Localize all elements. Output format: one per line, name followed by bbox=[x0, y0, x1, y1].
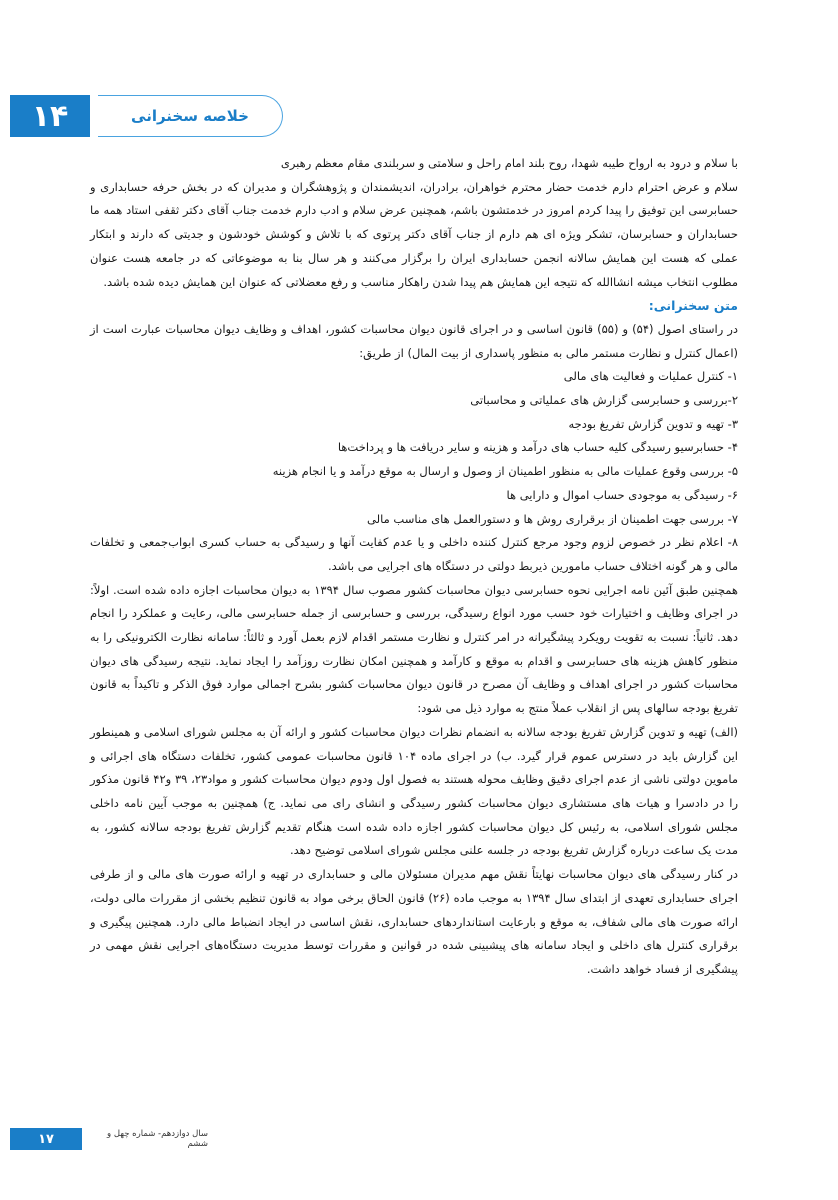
issue-info: سال دوازدهم- شماره چهل و ششم bbox=[107, 1129, 208, 1149]
list-item: ۸- اعلام نظر در خصوص لزوم وجود مرجع کنترل کننده داخلی و یا عدم کفایت آنها و رسیدگی به حساب کسری ابواب‌جمعی و تخلفات مالی و هر گونه اختلاف حساب مامورین ذیربط دولتی در دستگاه های اجرایی می باشد. bbox=[90, 535, 738, 573]
section-title-box bbox=[98, 95, 283, 137]
greeting-line: با سلام و درود به ارواح طیبه شهدا، روح بلند امام راحل و سلامتی و سربلندی مقام معظم رهبری bbox=[280, 156, 738, 170]
list-item: ۷- بررسی جهت اطمینان از برقراری روش ها و دستورالعمل های مناسب مالی bbox=[367, 511, 738, 526]
list-item: ۴- حسابرسیو رسیدگی کلیه حساب های درآمد و هزینه و سایر دریافت ها و پرداخت‌ها bbox=[337, 440, 738, 455]
list-item: ۲-بررسی و حسابرسی گزارش های عملیاتی و محاسباتی bbox=[470, 393, 738, 408]
section-number: ۱۴ bbox=[10, 95, 90, 137]
list-item: ۶- رسیدگی به موجودی حساب اموال و دارایی ها bbox=[506, 487, 738, 502]
duties-intro: در راستای اصول (۵۴) و (۵۵) قانون اساسی و در اجرای قانون دیوان محاسبات کشور، اهداف و وظایف دیوان محاسبات عبارت است از (اعمال کنترل و نظارت مستمر مالی به منظور پاسداری از بیت المال) از طریق: bbox=[90, 321, 738, 360]
body-paragraph: همچنین طبق آئین نامه اجرایی نحوه حسابرسی دیوان محاسبات کشور مصوب سال ۱۳۹۴ به دیوان محاسبات اجازه داده شده است. اولاً: در اجرای وظایف و اختیارات خود حسب مورد انواع رسیدگی، بررسی و حسابرسی از جمله حسابرسی مالی، رعایت و عملکرد را انجام دهد. ثانیاً: نسبت به تقویت رویکرد پیشگیرانه در امر کنترل و نظارت مستمر اقدام لازم بعمل آورد و ثالثاً: سامانه نظارت الکترونیکی را به منظور کاهش هزینه های حسابرسی و اقدام به موقع و کارآمد و همچنین امکان نظارت روزآمد را ایجاد نماید. نتیجه رسیدگی های دیوان محاسبات کشور در اجرای اهداف و وظایف آن مصرح در قانون دیوان محاسبات کشور بشرح اجمالی موارد فوق الذکر و تاکیداً به قانون تفریغ بودجه سالهای پس از انقلاب عملاً منتج به موارد ذیل می شود: bbox=[90, 582, 738, 716]
section-title: خلاصه سخنرانی bbox=[131, 107, 249, 125]
duties-list bbox=[90, 365, 738, 578]
page-number: ۱۷ bbox=[10, 1128, 82, 1150]
page-footer bbox=[10, 1128, 208, 1150]
intro-paragraph: سلام و عرض احترام دارم خدمت حضار محترم خواهران، برادران، اندیشمندان و پژوهشگران و مدیران که در بخش حرفه حسابداری و حسابرسی این توفیق را پیدا کردم امروز در خدمتشون باشم، همچنین عرض سلام و ادب دارم خدمت جناب آقای دکتر ثقفی استاد همه ما حسابداران و حسابرسان، تشکر ویژه ای هم دارم از جناب آقای دکتر پرتوی که با تلاش و کوشش خودشون و جدیتی که دارند و ابتکار عملی که هست این همایش سالانه انجمن حسابداری ایران را برگزار می‌کنند و هر سال بنا به موضوعاتی که در جامعه هست عنوان مطلوب انتخاب میشه انشاالله که نتیجه این همایش هم پیدا شدن راهکار مناسب و رفع معضلاتی که عنوان این همایش دیده شده باشد. bbox=[90, 179, 738, 289]
list-item: ۱- کنترل عملیات و فعالیت های مالی bbox=[563, 369, 738, 384]
body-paragraph: (الف) تهیه و تدوین گزارش تفریغ بودجه سالانه به انضمام نظرات دیوان محاسبات کشور و ارائه آن به مجلس شورای اسلامی و همینطور این گزارش باید در دسترس عموم قرار گیرد. ب) در اجرای ماده ۱۰۴ قانون محاسبات عمومی کشور، تخلفات دستگاه های اجرائی و ماموین دولتی ناشی از عدم اجرای دقیق وظایف محوله هستند به فصول اول ودوم دیوان محاسبات کشور و مواد۲۳، ۳۹ و۴۲ قانون مذکور را در دادسرا و هیات های مستشاری دیوان محاسبات کشور رسیدگی و انشای رای می نماید. ج) همچنین به موجب آیین نامه داخلی مجلس شورای اسلامی، به رئیس کل دیوان محاسبات کشور اجازه داده شده است هنگام تقدیم گزارش تفریغ بودجه سالانه کشور، به مدت یک ساعت درباره گزارش تفریغ بودجه در جلسه علنی مجلس شورای اسلامی توضیح دهد. bbox=[90, 724, 738, 858]
list-item: ۵- بررسی وقوع عملیات مالی به منظور اطمینان از وصول و ارسال به موقع درآمد و یا انجام هزینه bbox=[272, 464, 738, 479]
article-body bbox=[90, 152, 738, 982]
body-paragraph: در کنار رسیدگی های دیوان محاسبات نهایتاً نقش مهم مدیران مسئولان مالی و حسابداری در تهیه و ارائه صورت های مالی و از طرفی اجرای حسابداری تعهدی از ابتدای سال ۱۳۹۴ به موجب ماده (۲۶) قانون الحاق برخی مواد به قانون تنظیم بخشی از مقررات مالی دولت، ارائه صورت های مالی شفاف، به موقع و بارعایت استانداردهای حسابداری، نقش اساسی در ایجاد انضباط مالی دارد. همچنین پیگیری و برقراری کنترل های داخلی و ایجاد سامانه های پیشبینی شده در قوانین و مقررات توسط مدیریت دستگاه‌های اجرایی نقش مهمی در پیشگیری از فساد خواهد داشت. bbox=[90, 867, 738, 976]
speech-heading: متن سخنرانی: bbox=[648, 298, 738, 314]
list-item: ۳- تهیه و تدوین گزارش تفریغ بودجه bbox=[568, 416, 738, 431]
page-header bbox=[10, 95, 285, 137]
